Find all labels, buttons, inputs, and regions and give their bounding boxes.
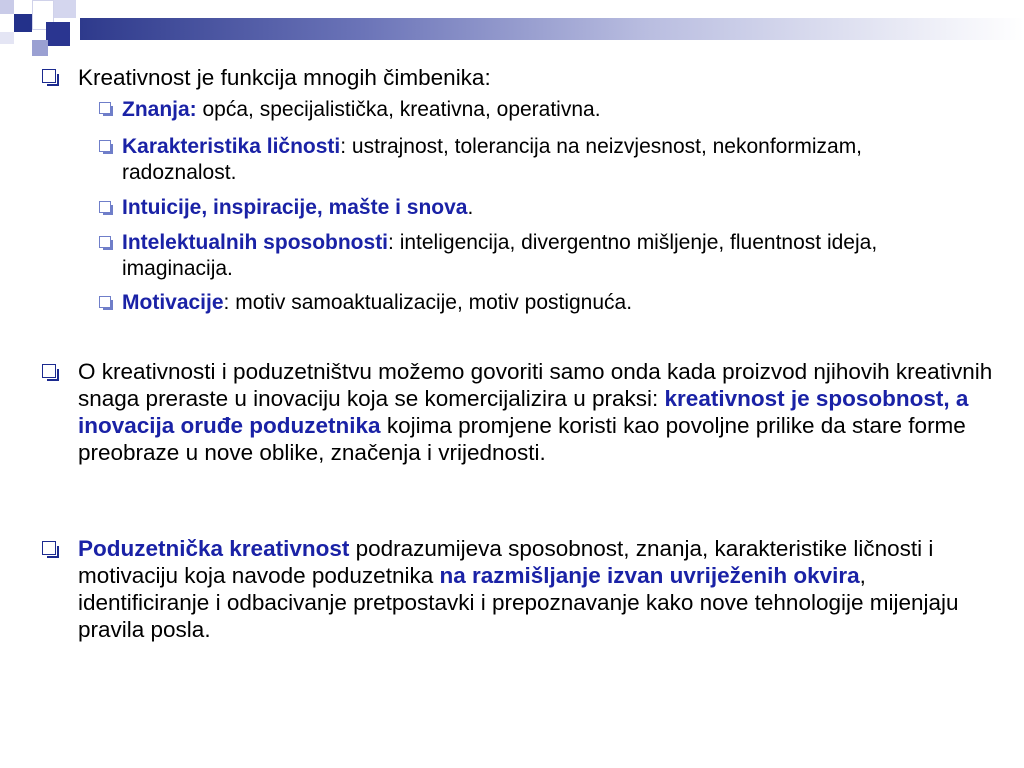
list-item: [78, 358, 993, 466]
decor-square: [14, 14, 32, 32]
sub-list-item: [122, 290, 982, 316]
square-checkbox-bullet-icon: [42, 69, 56, 83]
decor-square: [0, 0, 14, 14]
square-checkbox-bullet-icon: [99, 102, 111, 114]
square-checkbox-bullet-icon: [99, 201, 111, 213]
header-gradient-bar: [80, 18, 1024, 40]
sub-item-text: opća, specijalistička, kreativna, operativna.: [196, 98, 601, 121]
sub-item-text: : ustrajnost, tolerancija na neizvjesnost, nekonformizam, radoznalost.: [122, 135, 863, 184]
square-checkbox-bullet-icon: [99, 140, 111, 152]
item-text: kojima promjene koristi kao povoljne prilike da stare forme preobraze u nove oblike, značenja i vrijednosti.: [78, 413, 966, 465]
item-text: , identificiranje i odbacivanje pretpostavki i prepoznavanje kako nove tehnologije mijenjaju pravila posla.: [78, 563, 959, 642]
square-checkbox-bullet-icon: [99, 236, 111, 248]
square-checkbox-bullet-icon: [42, 364, 56, 378]
item-highlight: na razmišljanje izvan uvriježenih okvira: [439, 563, 860, 588]
item-highlight: kreativnost je sposobnost, a inovacija oruđe poduzetnika: [78, 386, 969, 438]
sub-item-heading: Motivacije: [122, 291, 224, 314]
item-text: podrazumijeva sposobnost, znanja, karakteristike ličnosti i motivaciju koja navode poduzetnika: [78, 536, 934, 588]
list-item: [78, 535, 993, 643]
decor-square: [32, 40, 48, 56]
decor-square: [0, 32, 14, 44]
sub-item-heading: Intuicije, inspiracije, mašte i snova: [122, 196, 468, 219]
square-checkbox-bullet-icon: [99, 296, 111, 308]
sub-item-text: .: [467, 196, 474, 219]
item-highlight: Poduzetnička kreativnost: [78, 536, 350, 561]
sub-list-item: [122, 195, 982, 221]
sub-item-text: : inteligencija, divergentno mišljenje, fluentnost ideja, imaginacija.: [122, 231, 878, 280]
sub-item-heading: Znanja:: [122, 98, 197, 121]
item-text: Kreativnost je funkcija mnogih čimbenika:: [78, 65, 491, 90]
list-item: [78, 64, 993, 91]
sub-list-item: [122, 230, 982, 282]
sub-list-item: [122, 97, 982, 123]
decor-square: [46, 22, 70, 46]
sub-item-heading: Intelektualnih sposobnosti: [122, 231, 389, 254]
sub-item-text: : motiv samoaktualizacije, motiv postignuća.: [223, 291, 633, 314]
item-text: O kreativnosti i poduzetništvu možemo govoriti samo onda kada proizvod njihovih kreativnih snaga preraste u inovaciju koja se komercijalizira u praksi:: [78, 359, 993, 411]
decor-square: [54, 0, 76, 18]
square-checkbox-bullet-icon: [42, 541, 56, 555]
sub-item-heading: Karakteristika ličnosti: [122, 135, 341, 158]
sub-list-item: [122, 134, 982, 186]
